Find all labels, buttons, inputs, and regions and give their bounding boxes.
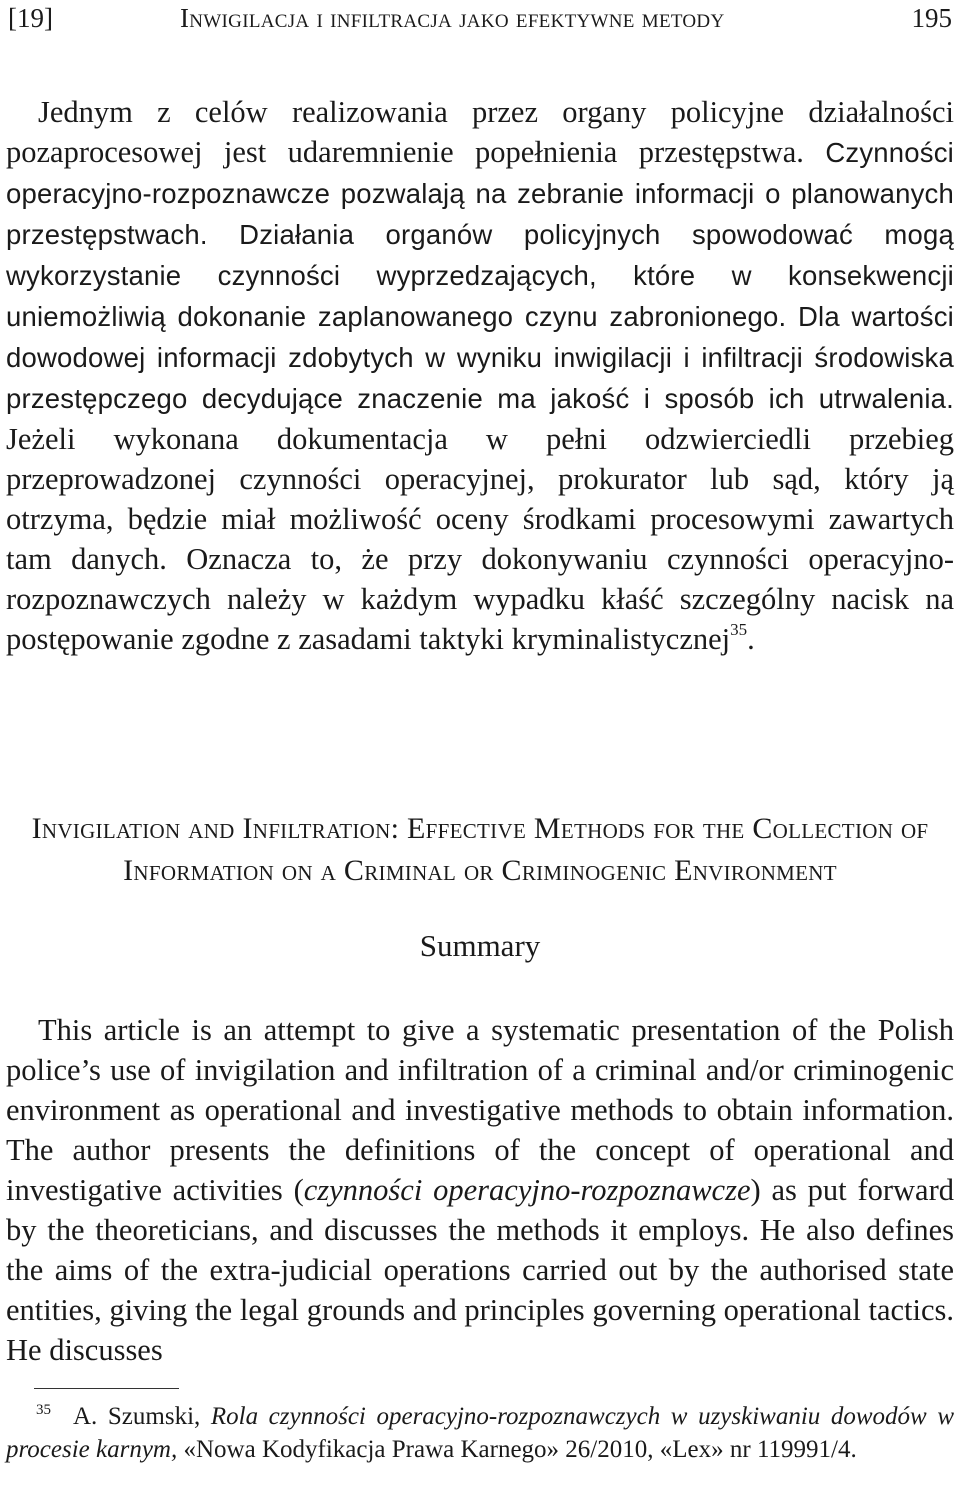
- summary-italic-term: czynności operacyjno-rozpoznawcze: [303, 1173, 751, 1207]
- footnote-title: Rola czynności operacyjno-rozpoznawczych w uzyskiwaniu dowodów w procesie karnym,: [6, 1403, 954, 1463]
- paragraph-text-serif-end: Jeżeli wykonana dokumentacja w pełni odzwierciedli przebieg przeprowadzonej czynności operacyjnej, prokurator lub sąd, który ją otrzyma, będzie miał możliwość oceny środkami procesowymi zawartych tam danych. Oznacza to, że przy dokonywaniu czynności operacyjno-rozpoznawczych należy w każdym wypadku kłaść szczególny nacisk na postępowanie zgodne z zasadami taktyki kryminalistycznej: [6, 422, 954, 656]
- summary-heading: Summary: [419, 928, 541, 963]
- summary-text-part1: This article is an attempt to give a systematic presentation of the Polish police’s use of invigilation and infiltration of a criminal and/or criminogenic environment as operational and investigative methods to obtain information. The author presents the definitions of the concept of operational and investigative activities (: [6, 1013, 954, 1207]
- footnote-35: [6, 1400, 954, 1466]
- paragraph-end-period: .: [747, 622, 755, 656]
- paragraph-text-sans: Czynności operacyjno-rozpoznawcze pozwalają na zebranie informacji o planowanych przestępstwach. Działania organów policyjnych spowodować mogą wykorzystanie czynności wyprzedzających, które w konsekwencji uniemożliwią dokonanie zaplanowanego czynu zabronionego. Dla wartości dowodowej informacji zdobytych w wyniku inwigilacji i infiltracji środowiska przestępczego decydujące znaczenie ma jakość i sposób ich utrwalenia.: [6, 137, 954, 414]
- footnote-author: A. Szumski,: [73, 1403, 201, 1430]
- paragraph-text-serif-start: Jednym z celów realizowania przez organy policyjne działalności pozaprocesowej jest udaremnienie popełnienia przestępstwa.: [6, 95, 954, 169]
- summary-paragraph: [6, 1010, 954, 1370]
- chapter-number: [19]: [8, 3, 53, 33]
- polish-paragraph: [6, 92, 954, 659]
- footnote-number: 35: [36, 1402, 51, 1418]
- running-title: Inwigilacja i infiltracja jako efektywne metody: [180, 3, 725, 33]
- english-title: Invigilation and Infiltration: Effective Methods for the Collection of Information on a Criminal or Criminogenic Environment: [31, 812, 929, 887]
- running-header: [8, 2, 952, 42]
- footnote-reference: 35: [730, 620, 748, 639]
- footnote-source: «Nowa Kodyfikacja Prawa Karnego» 26/2010, «Lex» nr 119991/4.: [183, 1436, 857, 1463]
- footnote-divider: [34, 1388, 179, 1389]
- page-number: 195: [911, 3, 952, 33]
- summary-text-part2: ) as put forward by the theoreticians, and discusses the methods it employs. He also defines the aims of the extra-judicial operations carried out by the authorised state entities, giving the legal grounds and principles governing operational tactics. He discusses: [6, 1173, 955, 1367]
